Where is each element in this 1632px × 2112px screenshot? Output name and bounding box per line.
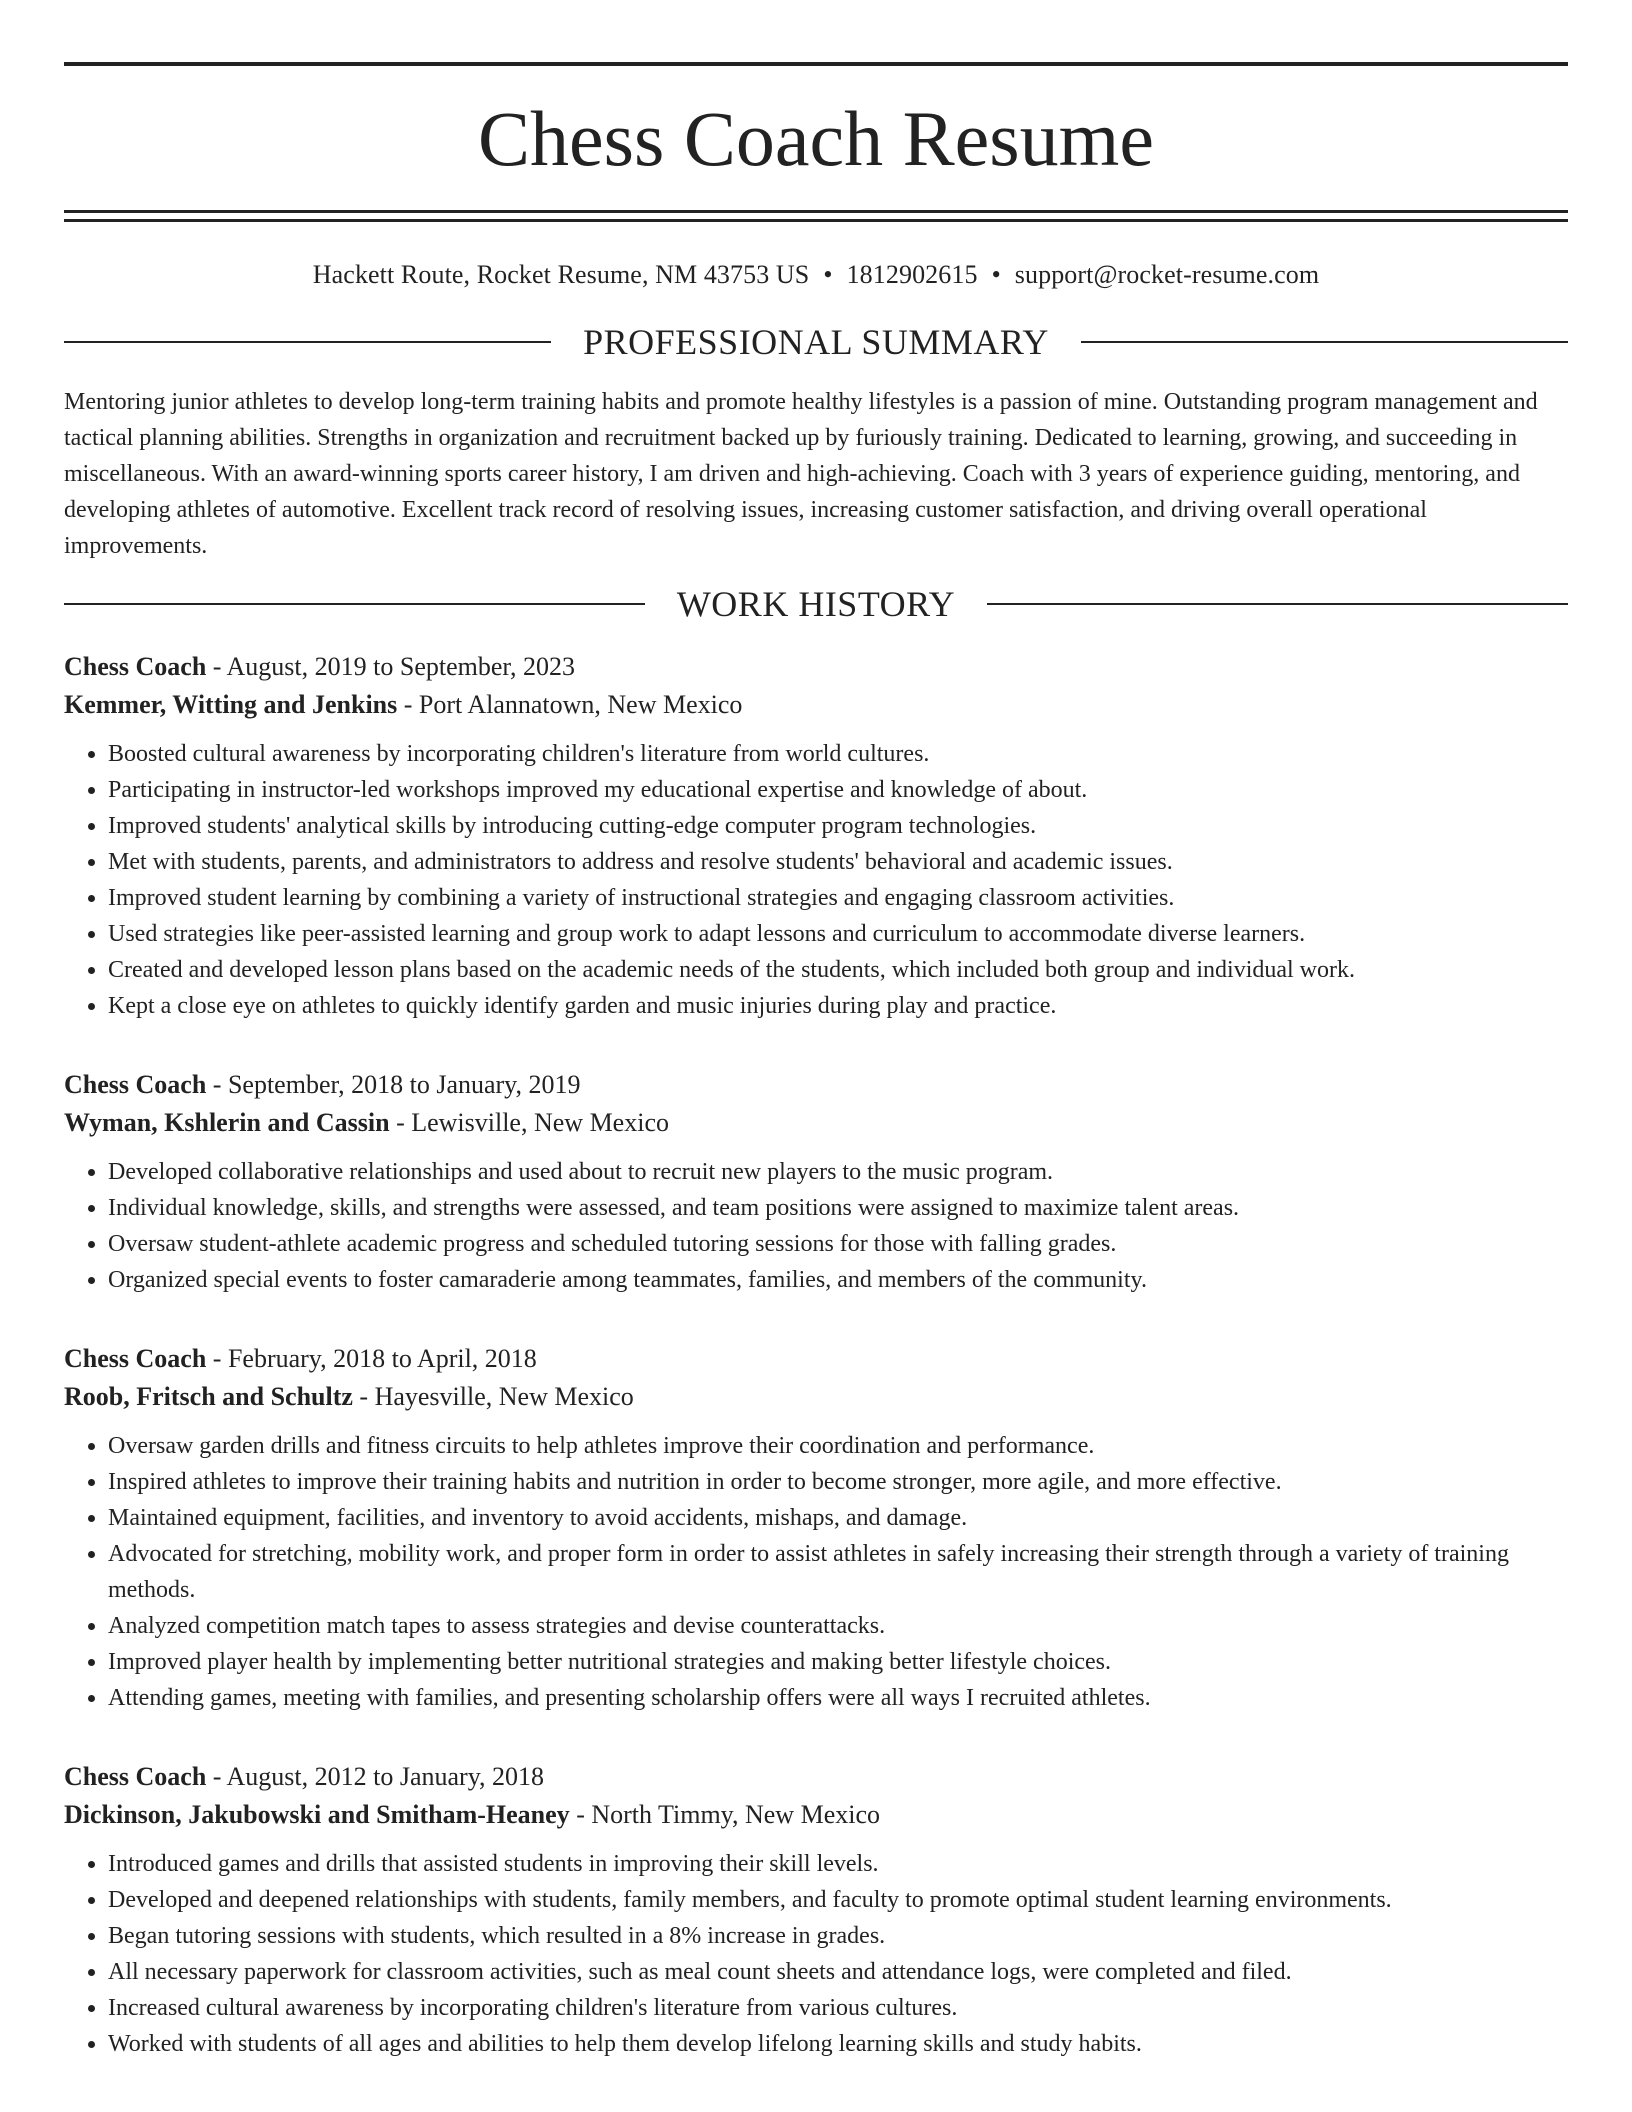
contact-phone: 1812902615 xyxy=(846,260,978,289)
duty-item: • Advocated for stretching, mobility work, and proper form in order to assist athletes in safely increasing their strength through a variety of training methods. xyxy=(108,1536,1568,1608)
job-entry xyxy=(64,1340,1568,1716)
job-dates: - September, 2018 to January, 2019 xyxy=(212,1070,581,1099)
heading-rule-right xyxy=(987,603,1568,605)
duty-item: • Created and developed lesson plans based on the academic needs of the students, which included both group and individual work. xyxy=(108,952,1568,988)
job-company: Dickinson, Jakubowski and Smitham-Heaney xyxy=(64,1800,570,1829)
work-history-list xyxy=(64,648,1568,2062)
job-company: Roob, Fritsch and Schultz xyxy=(64,1382,353,1411)
duty-item: • Inspired athletes to improve their training habits and nutrition in order to become stronger, more agile, and more effective. xyxy=(108,1464,1568,1500)
summary-text: Mentoring junior athletes to develop long-term training habits and promote healthy lifestyles is a passion of mine. Outstanding program management and tactical planning abilities. Strengths in organization and recruitment backed up by furiously training. Dedicated to learning, growing, and succeeding in miscellaneous. With an award-winning sports career history, I am driven and high-achieving. Coach with 3 years of experience guiding, mentoring, and developing athletes of automotive. Excellent track record of resolving issues, increasing customer satisfaction, and driving overall operational improvements. xyxy=(64,389,1538,559)
work-history-heading-label: WORK HISTORY xyxy=(676,584,956,624)
job-location: - Lewisville, New Mexico xyxy=(396,1108,669,1137)
duty-item: • All necessary paperwork for classroom activities, such as meal count sheets and attendance logs, were completed and filed. xyxy=(108,1954,1568,1990)
duty-item: • Oversaw student-athlete academic progress and scheduled tutoring sessions for those with falling grades. xyxy=(108,1226,1568,1262)
job-location: - Port Alannatown, New Mexico xyxy=(403,690,743,719)
work-history-heading xyxy=(64,586,1568,622)
duty-item: • Attending games, meeting with families, and presenting scholarship offers were all ways I recruited athletes. xyxy=(108,1680,1568,1716)
job-location: - Hayesville, New Mexico xyxy=(359,1382,634,1411)
duty-item: • Participating in instructor-led workshops improved my educational expertise and knowledge of about. xyxy=(108,772,1568,808)
duty-item: • Began tutoring sessions with students, which resulted in a 8% increase in grades. xyxy=(108,1918,1568,1954)
contact-address: Hackett Route, Rocket Resume, NM 43753 US xyxy=(312,260,810,289)
job-role: Chess Coach xyxy=(64,1762,207,1791)
duty-item: • Organized special events to foster camaraderie among teammates, families, and members of the community. xyxy=(108,1262,1568,1298)
job-duties-list xyxy=(64,1428,1568,1716)
heading-rule-right xyxy=(1081,341,1568,343)
duty-item: • Maintained equipment, facilities, and inventory to avoid accidents, mishaps, and damage. xyxy=(108,1500,1568,1536)
job-title-line xyxy=(64,1340,1568,1378)
duty-item: • Developed and deepened relationships with students, family members, and faculty to promote optimal student learning environments. xyxy=(108,1882,1568,1918)
duty-item: • Improved student learning by combining a variety of instructional strategies and engaging classroom activities. xyxy=(108,880,1568,916)
duty-item: • Introduced games and drills that assisted students in improving their skill levels. xyxy=(108,1846,1568,1882)
job-title-line xyxy=(64,1758,1568,1796)
job-location: - North Timmy, New Mexico xyxy=(576,1800,880,1829)
job-dates: - February, 2018 to April, 2018 xyxy=(212,1344,537,1373)
heading-rule-left xyxy=(64,341,551,343)
duty-item: • Oversaw garden drills and fitness circuits to help athletes improve their coordination and performance. xyxy=(108,1428,1568,1464)
contact-separator: • xyxy=(823,260,833,289)
duty-item: • Used strategies like peer-assisted learning and group work to adapt lessons and curriculum to accommodate diverse learners. xyxy=(108,916,1568,952)
job-company-line xyxy=(64,1104,1568,1142)
duty-item: • Boosted cultural awareness by incorporating children's literature from world cultures. xyxy=(108,736,1568,772)
job-company: Kemmer, Witting and Jenkins xyxy=(64,690,398,719)
job-duties-list xyxy=(64,1846,1568,2062)
job-role: Chess Coach xyxy=(64,1344,207,1373)
job-company-line xyxy=(64,686,1568,724)
job-company: Wyman, Kshlerin and Cassin xyxy=(64,1108,390,1137)
duty-item: • Worked with students of all ages and abilities to help them develop lifelong learning skills and study habits. xyxy=(108,2026,1568,2062)
job-company-line xyxy=(64,1378,1568,1416)
duty-item: • Improved player health by implementing better nutritional strategies and making better lifestyle choices. xyxy=(108,1644,1568,1680)
job-duties-list xyxy=(64,1154,1568,1298)
job-title-line xyxy=(64,1066,1568,1104)
job-company-line xyxy=(64,1796,1568,1834)
duty-item: • Developed collaborative relationships and used about to recruit new players to the music program. xyxy=(108,1154,1568,1190)
heading-rule-left xyxy=(64,603,645,605)
resume-title: Chess Coach Resume xyxy=(478,95,1154,182)
title-rule-lower xyxy=(64,219,1568,222)
resume-page xyxy=(64,0,1568,2062)
summary-heading xyxy=(64,324,1568,360)
job-entry xyxy=(64,1758,1568,2062)
summary-heading-label: PROFESSIONAL SUMMARY xyxy=(583,322,1049,362)
job-title-line xyxy=(64,648,1568,686)
job-entry xyxy=(64,648,1568,1024)
contact-line xyxy=(64,260,1568,290)
title-rule-upper xyxy=(64,210,1568,213)
job-dates: - August, 2012 to January, 2018 xyxy=(212,1762,545,1791)
duty-item: • Increased cultural awareness by incorporating children's literature from various cultures. xyxy=(108,1990,1568,2026)
duty-item: • Individual knowledge, skills, and strengths were assessed, and team positions were assigned to maximize talent areas. xyxy=(108,1190,1568,1226)
job-role: Chess Coach xyxy=(64,652,207,681)
job-dates: - August, 2019 to September, 2023 xyxy=(212,652,576,681)
duty-item: • Kept a close eye on athletes to quickly identify garden and music injuries during play and practice. xyxy=(108,988,1568,1024)
contact-email: support@rocket-resume.com xyxy=(1014,260,1320,289)
duty-item: • Analyzed competition match tapes to assess strategies and devise counterattacks. xyxy=(108,1608,1568,1644)
duty-item: • Met with students, parents, and administrators to address and resolve students' behavioral and academic issues. xyxy=(108,844,1568,880)
duty-item: • Improved students' analytical skills by introducing cutting-edge computer program technologies. xyxy=(108,808,1568,844)
job-role: Chess Coach xyxy=(64,1070,207,1099)
contact-separator: • xyxy=(991,260,1001,289)
job-duties-list xyxy=(64,736,1568,1024)
job-entry xyxy=(64,1066,1568,1298)
